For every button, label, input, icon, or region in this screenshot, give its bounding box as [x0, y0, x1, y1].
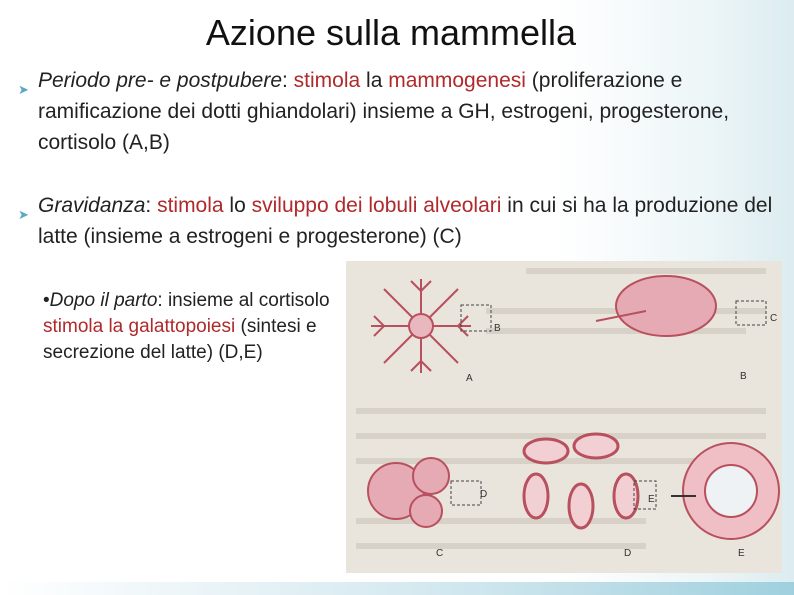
bullet-pregnancy: [18, 190, 778, 252]
figure-label-D: D: [480, 489, 488, 500]
sub-bullet-dot: •: [43, 290, 50, 311]
slide-bottom-bar: [0, 582, 794, 595]
duct-tree-B: [596, 276, 716, 336]
pre-text: insieme al cortisolo: [167, 290, 330, 311]
figure-label-B2: B: [740, 371, 747, 382]
figure-label-D2: D: [624, 548, 632, 559]
alveoli-D: [524, 434, 638, 528]
rest: in cui si ha la produzione del latte (insieme a estrogeni e progesterone) (C): [38, 194, 773, 248]
bullet-text: [18, 190, 778, 252]
figure-drawing: [346, 261, 782, 573]
mammary-development-figure: [346, 261, 782, 573]
figure-label-E2: E: [738, 548, 745, 559]
sub-bullet-postpartum: [43, 288, 333, 366]
object: mammogenesi: [388, 69, 526, 92]
separator: :: [157, 290, 168, 311]
lobules-C: [368, 458, 449, 527]
figure-label-C2: C: [436, 548, 444, 559]
separator: :: [282, 69, 294, 92]
connector: lo: [223, 194, 252, 217]
term: Gravidanza: [38, 194, 146, 217]
slide-title: Azione sulla mammella: [205, 12, 577, 53]
bullet-puberty: [18, 65, 778, 158]
rest: (sintesi e secrezione del latte) (D,E): [43, 316, 317, 363]
connector: la: [360, 69, 389, 92]
term: Periodo pre- e postpubere: [38, 69, 282, 92]
separator: :: [145, 194, 158, 217]
figure-label-C: C: [770, 313, 778, 324]
verb: stimola la galattopoiesi: [43, 316, 236, 337]
bullet-arrow-icon: ➤: [18, 82, 29, 97]
bullet-arrow-icon: ➤: [18, 207, 29, 222]
figure-label-B: B: [494, 323, 501, 334]
object: sviluppo dei lobuli alveolari: [251, 194, 502, 217]
bullet-text: [18, 65, 778, 158]
rest: (proliferazione e ramificazione dei dotti ghiandolari) insieme a GH, estrogeni, progesterone, cortisolo (A,B): [38, 69, 730, 154]
term: Dopo il parto: [49, 290, 158, 311]
verb: stimola: [293, 69, 361, 92]
verb: stimola: [157, 194, 224, 217]
alveolus-E: [671, 443, 779, 539]
figure-label-E: E: [648, 494, 655, 505]
figure-label-A: A: [466, 373, 473, 384]
duct-tree-A: [371, 279, 471, 373]
